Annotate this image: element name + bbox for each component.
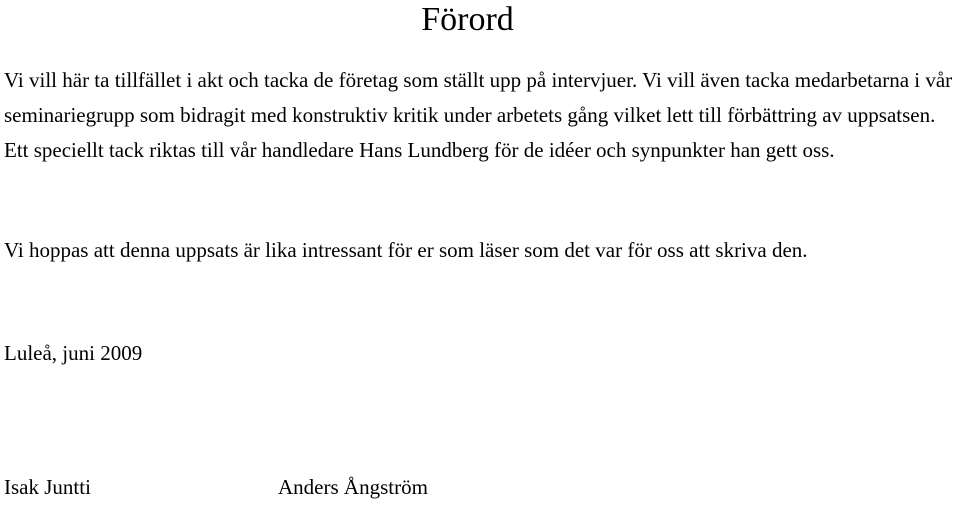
paragraph-closing: Vi hoppas att denna uppsats är lika intressant för er som läser som det var för oss att skriva den. — [4, 238, 808, 262]
signature-author-1: Isak Juntti — [4, 475, 91, 499]
place-date: Luleå, juni 2009 — [4, 341, 143, 365]
page-title: Förord — [421, 1, 514, 38]
paragraph-acknowledgement: Vi vill här ta tillfället i akt och tacka de företag som ställt upp på intervjuer. Vi vill även tacka medarbetarna i vår seminariegrupp som bidragit med konstruktiv kritik under arbetets gång vilket lett till förbättring av uppsatsen. Ett speciellt tack riktas till vår handledare Hans Lundberg för de idéer och synpunkter han gett oss. — [4, 68, 953, 162]
signature-author-2: Anders Ångström — [278, 475, 428, 499]
